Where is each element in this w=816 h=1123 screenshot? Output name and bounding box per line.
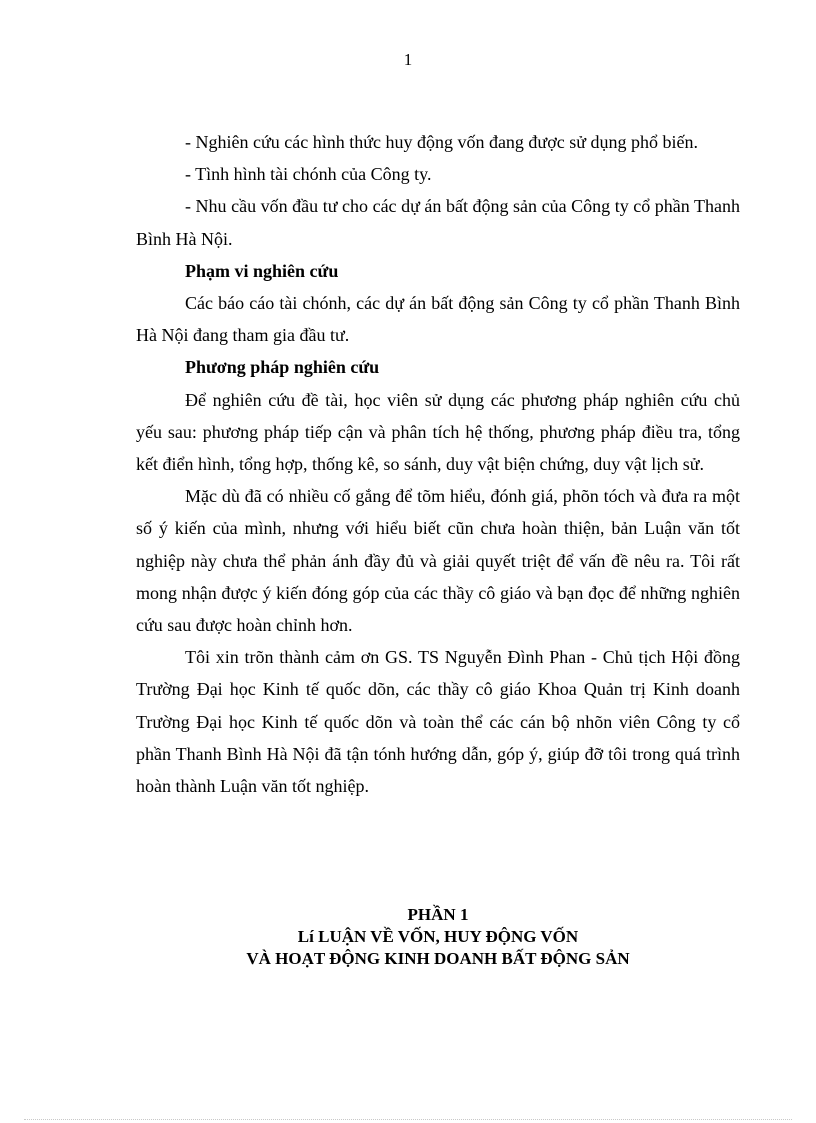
paragraph-research-method: Để nghiên cứu đề tài, học viên sử dụng các phương pháp nghiên cứu chủ yếu sau: phương pháp tiếp cận và phân tích hệ thống, phương pháp điều tra, tổng kết điển hình, tổng hợp, thống kê, so sánh, duy vật biện chứng, duy vật lịch sử. bbox=[136, 389, 740, 475]
page-number: 1 bbox=[403, 50, 413, 69]
page-bottom-divider bbox=[24, 1119, 792, 1120]
bullet-financial-situation: - Tình hình tài chónh của Công ty. bbox=[185, 164, 432, 185]
bullet-capital-needs: - Nhu cầu vốn đầu tư cho các dự án bất động sản của Công ty cổ phần Thanh Bình Hà Nội. bbox=[136, 196, 740, 249]
part-title-line-2: VÀ HOẠT ĐỘNG KINH DOANH BẤT ĐỘNG SẢN bbox=[246, 949, 630, 968]
body-text bbox=[136, 126, 740, 802]
heading-research-method: Phương pháp nghiên cứu bbox=[185, 357, 380, 378]
paragraph-research-scope: Các báo cáo tài chónh, các dự án bất động sản Công ty cổ phần Thanh Bình Hà Nội đang tham gia đầu tư. bbox=[136, 293, 740, 346]
paragraph-limitations: Mặc dù đã có nhiều cố gắng để tõm hiểu, đónh giá, phõn tóch và đưa ra một số ý kiến của mình, nhưng với hiểu biết cũn chưa hoàn thiện, bản Luận văn tốt nghiệp này chưa thể phản ánh đầy đủ và giải quyết triệt để vấn đề nêu ra. Tôi rất mong nhận được ý kiến đóng góp của các thầy cô giáo và bạn đọc để những nghiên cứu sau được hoàn chỉnh hơn. bbox=[136, 486, 740, 636]
paragraph-acknowledgements: Tôi xin trõn thành cảm ơn GS. TS Nguyễn Đình Phan - Chủ tịch Hội đồng Trường Đại học Kinh tế quốc dõn, các thầy cô giáo Khoa Quản trị Kinh doanh Trường Đại học Kinh tế quốc dõn và toàn thể các cán bộ nhõn viên Công ty cổ phần Thanh Bình Hà Nội đã tận tónh hướng dẫn, góp ý, giúp đỡ tôi trong quá trình hoàn thành Luận văn tốt nghiệp. bbox=[136, 647, 740, 797]
bullet-research-forms: - Nghiên cứu các hình thức huy động vốn đang được sử dụng phổ biến. bbox=[185, 132, 698, 152]
part-number: PHẦN 1 bbox=[407, 905, 469, 924]
part-heading bbox=[136, 904, 740, 970]
heading-research-scope: Phạm vi nghiên cứu bbox=[185, 260, 339, 281]
part-title-line-1: Lí LUẬN VỀ VỐN, HUY ĐỘNG VỐN bbox=[297, 927, 579, 946]
